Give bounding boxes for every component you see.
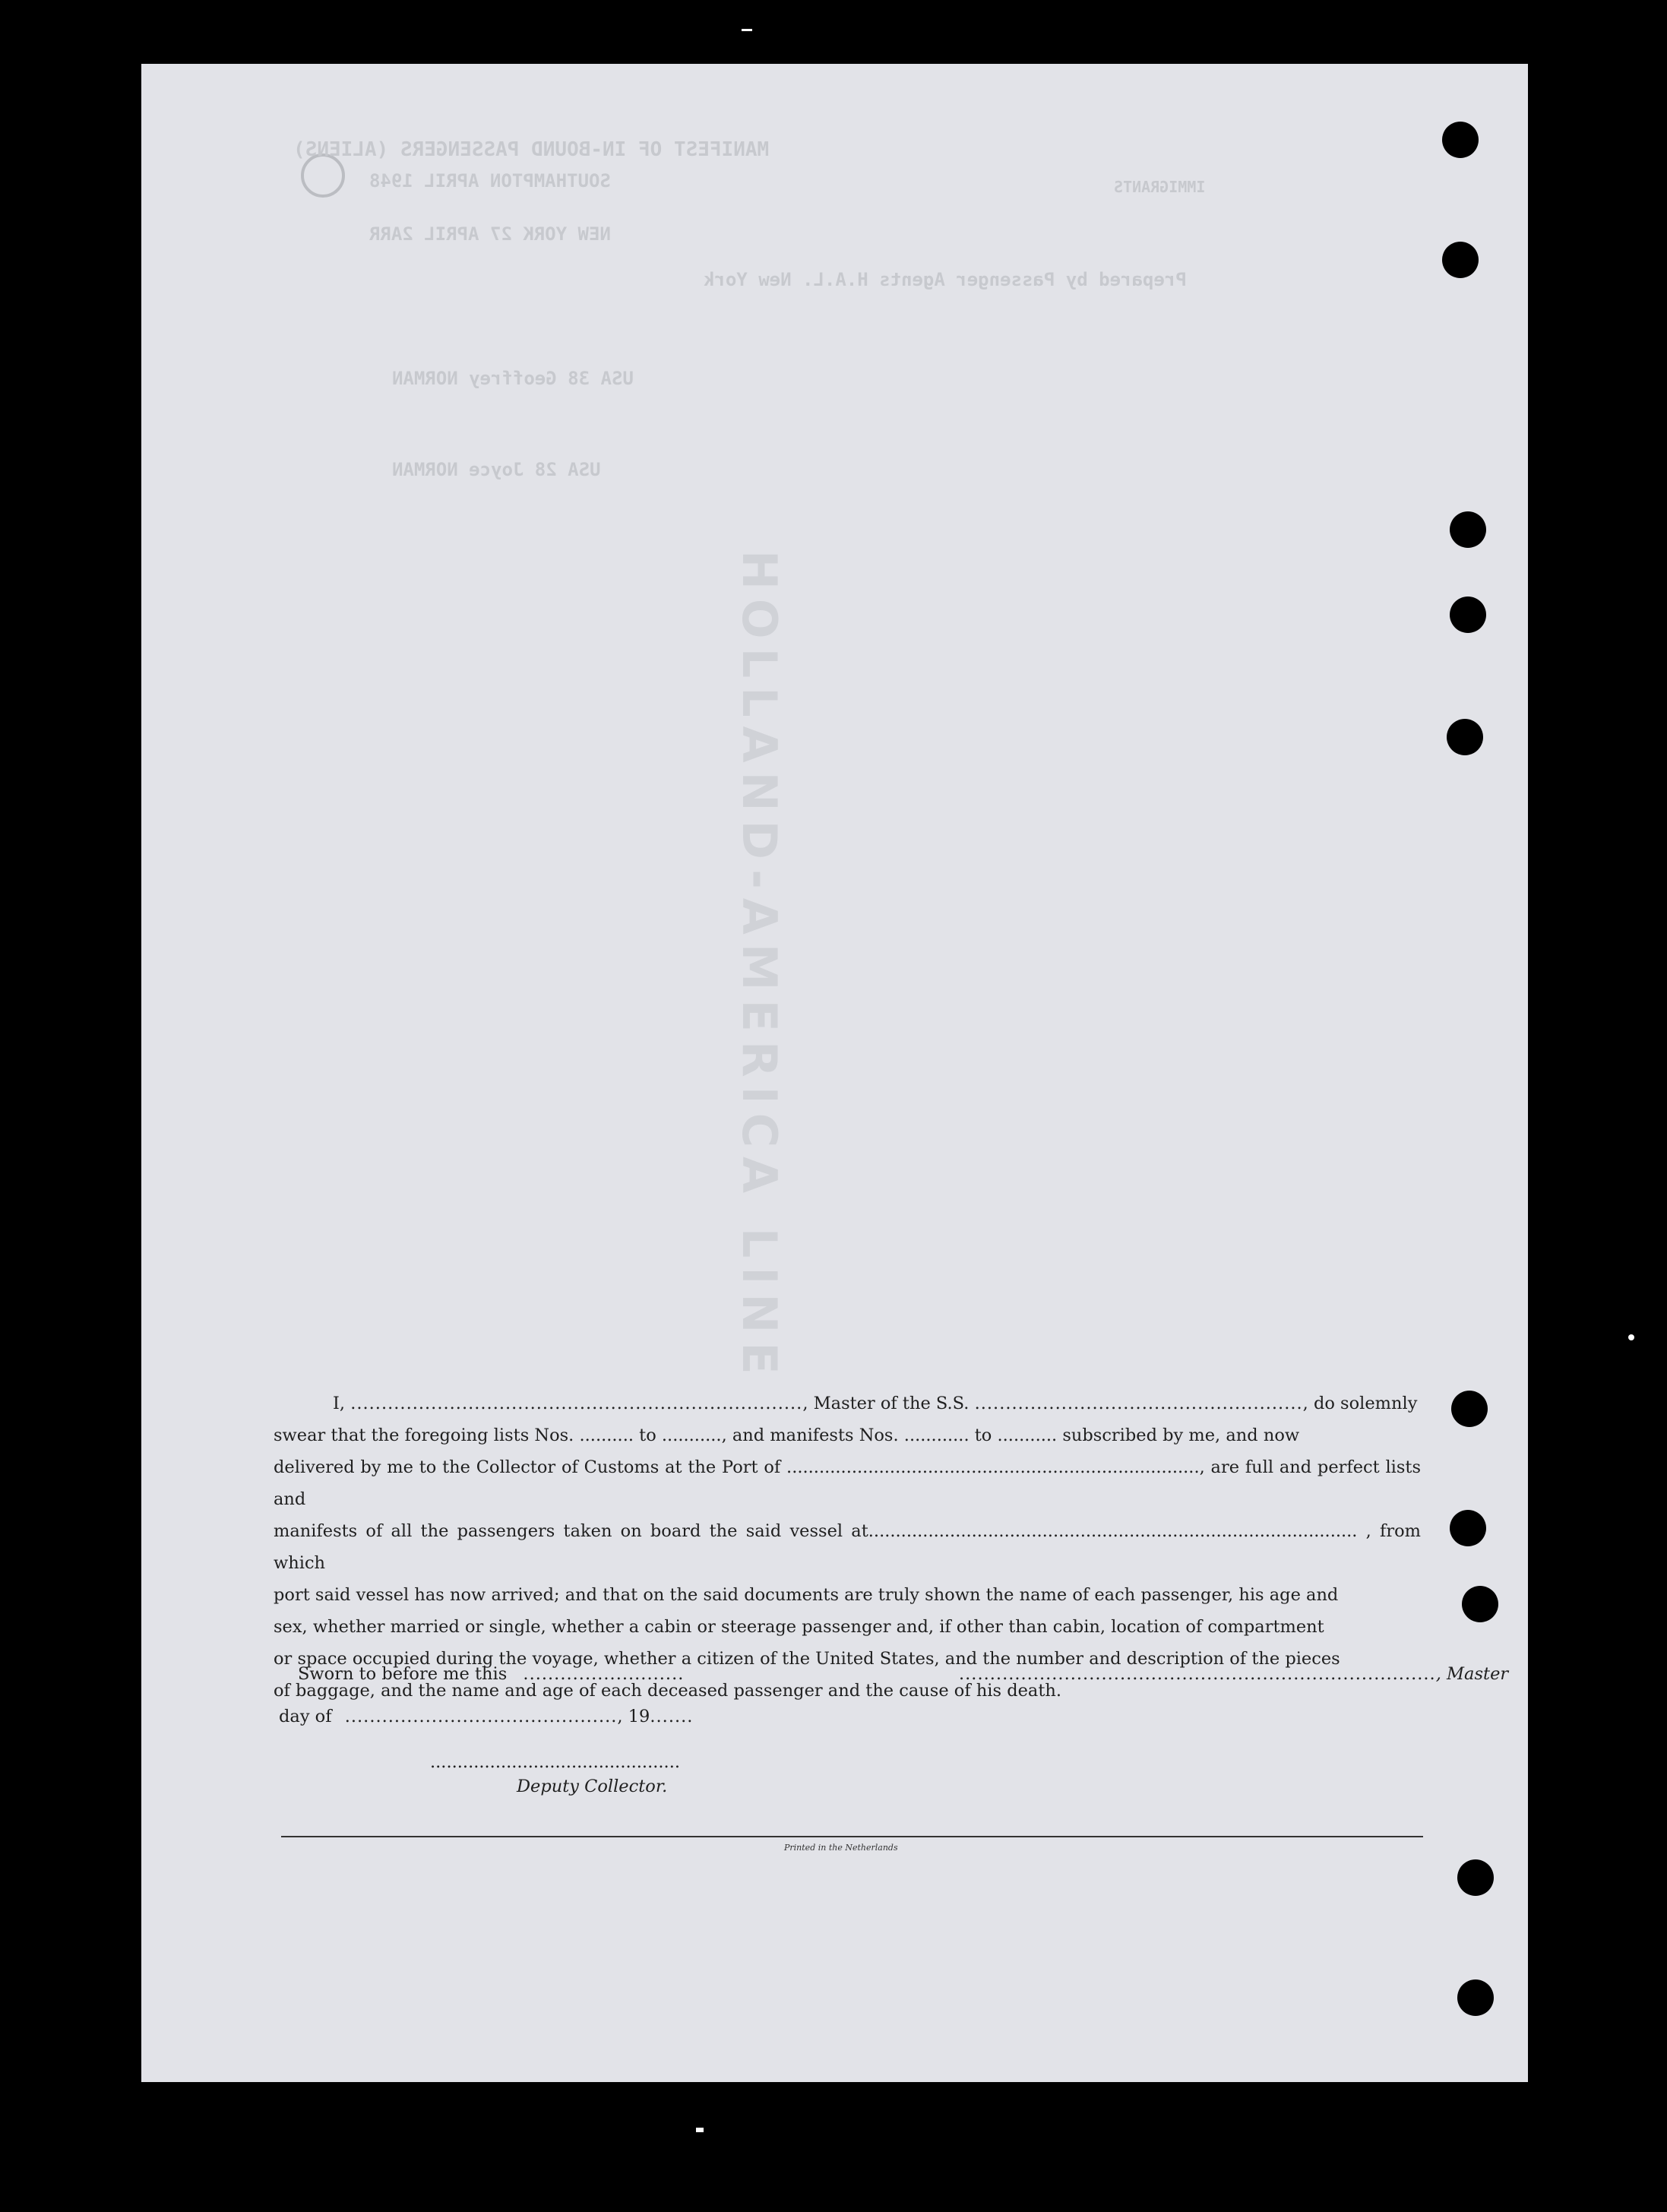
scan-speck [1628, 1334, 1634, 1340]
bleed-through-header-4: Prepared by Passenger Agents H.A.L. New York [704, 269, 1187, 290]
bleed-through-header-1: MANIFEST OF IN-BOUND PASSENGERS (ALIENS) [293, 138, 770, 161]
bleed-through-row-2: USA 28 Joyce NORMAN [392, 459, 601, 480]
punch-hole [1457, 1979, 1494, 2016]
scan-speck [742, 29, 752, 31]
punch-hole [1450, 1510, 1486, 1546]
day-blank: ............................................ [344, 1707, 618, 1726]
declaration-line-1-mid: , Master of the S.S. [802, 1394, 970, 1413]
sworn-line [298, 1664, 684, 1684]
bleed-through-header-3: NEW YORK 27 APRIL 2ARR [369, 223, 611, 245]
printed-note: Printed in the Netherlands [784, 1843, 898, 1853]
punch-hole [1447, 719, 1483, 755]
bleed-through-row-1: USA 38 Geoffrey NORMAN [392, 368, 634, 389]
master-signature-blank: ............................................................................. [959, 1664, 1436, 1684]
declaration-line-4: manifests of all the passengers taken on board the said vessel at.......................................................................................... , from which [274, 1521, 1421, 1573]
bleed-through-header-2: SOUTHAMPTON APRIL 1948 [369, 170, 611, 191]
punch-hole [1451, 1391, 1488, 1427]
footer-rule [281, 1836, 1423, 1837]
year-prefix: , 19 [617, 1707, 650, 1726]
deputy-collector-label: Deputy Collector. [517, 1777, 668, 1796]
punch-hole [1450, 597, 1486, 633]
manifest-sheet [141, 64, 1528, 2082]
collector-signature-blank: .............................................. [430, 1752, 680, 1772]
declaration-line-8: of baggage, and the name and age of each deceased passenger and the cause of his death. [274, 1681, 1062, 1701]
ship-name-blank: ..................................................... [974, 1394, 1303, 1413]
punch-hole [1442, 242, 1479, 278]
declaration-line-7: or space occupied during the voyage, whether a citizen of the United States, and the number and description of the pieces [274, 1649, 1340, 1669]
master-signature-line [959, 1664, 1508, 1684]
master-name-blank: ......................................................................... [350, 1394, 803, 1413]
punch-hole [1457, 1859, 1494, 1896]
day-of-line [279, 1707, 693, 1726]
master-declaration [274, 1388, 1421, 1707]
scan-speck [696, 2128, 704, 2132]
bleed-through-header-5: IMMIGRANTS [1114, 178, 1206, 196]
declaration-line-1 [274, 1388, 1421, 1419]
punch-hole [1450, 511, 1486, 548]
declaration-line-5: port said vessel has now arrived; and that on the said documents are truly shown the name of each passenger, his age and [274, 1585, 1339, 1605]
master-label: , Master [1435, 1664, 1509, 1684]
sworn-label: Sworn to before me this [298, 1664, 508, 1684]
sworn-date-blank: .......................... [523, 1664, 685, 1684]
declaration-line-2: swear that the foregoing lists Nos. .......... to ..........., and manifests Nos. ............ to ........... subscribed by me, and now [274, 1426, 1300, 1445]
day-of-label: day of [279, 1707, 332, 1726]
bleed-through-vertical-stamp: HOLLAND-AMERICA LINE [732, 550, 787, 1384]
declaration-line-6: sex, whether married or single, whether a cabin or steerage passenger and, if other than cabin, location of compartment [274, 1617, 1324, 1637]
punch-hole [1442, 122, 1479, 158]
declaration-line-1-end: , do solemnly [1302, 1394, 1418, 1413]
punch-hole [1462, 1586, 1498, 1622]
declaration-line-3: delivered by me to the Collector of Customs at the Port of ............................................................................, are full and perfect lists and [274, 1457, 1421, 1509]
declaration-line-1-start: I, [333, 1394, 346, 1413]
year-blank: ....... [650, 1707, 694, 1726]
